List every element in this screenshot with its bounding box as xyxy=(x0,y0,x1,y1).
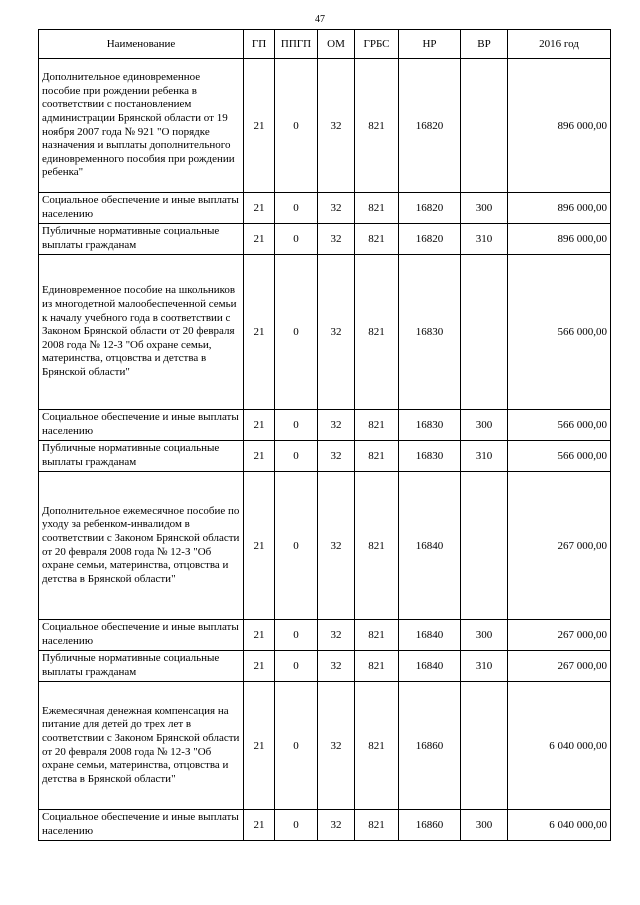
cell-name: Социальное обеспечение и иные выплаты населению xyxy=(39,620,244,651)
cell-nr: 16820 xyxy=(399,193,461,224)
cell-ppgp: 0 xyxy=(275,651,318,682)
cell-amount: 6 040 000,00 xyxy=(508,682,611,810)
cell-grbs: 821 xyxy=(355,59,399,193)
cell-nr: 16830 xyxy=(399,410,461,441)
table-row xyxy=(39,472,611,620)
cell-om: 32 xyxy=(318,651,355,682)
cell-vr: 300 xyxy=(461,620,508,651)
header-grbs: ГРБС xyxy=(355,30,399,59)
header-ppgp: ППГП xyxy=(275,30,318,59)
table-row xyxy=(39,651,611,682)
cell-om: 32 xyxy=(318,682,355,810)
cell-gp: 21 xyxy=(244,224,275,255)
cell-om: 32 xyxy=(318,441,355,472)
header-amount-2016: 2016 год xyxy=(508,30,611,59)
table-row xyxy=(39,410,611,441)
cell-gp: 21 xyxy=(244,651,275,682)
cell-nr: 16830 xyxy=(399,441,461,472)
cell-amount: 896 000,00 xyxy=(508,59,611,193)
cell-om: 32 xyxy=(318,620,355,651)
cell-ppgp: 0 xyxy=(275,193,318,224)
cell-ppgp: 0 xyxy=(275,224,318,255)
cell-name: Социальное обеспечение и иные выплаты населению xyxy=(39,810,244,841)
cell-amount: 6 040 000,00 xyxy=(508,810,611,841)
cell-grbs: 821 xyxy=(355,193,399,224)
cell-grbs: 821 xyxy=(355,651,399,682)
cell-grbs: 821 xyxy=(355,620,399,651)
table-row xyxy=(39,59,611,193)
cell-nr: 16860 xyxy=(399,810,461,841)
cell-amount: 267 000,00 xyxy=(508,472,611,620)
cell-vr xyxy=(461,472,508,620)
cell-om: 32 xyxy=(318,472,355,620)
cell-gp: 21 xyxy=(244,472,275,620)
table-row xyxy=(39,224,611,255)
cell-gp: 21 xyxy=(244,620,275,651)
cell-grbs: 821 xyxy=(355,441,399,472)
page-number: 47 xyxy=(315,14,325,25)
cell-grbs: 821 xyxy=(355,472,399,620)
cell-grbs: 821 xyxy=(355,410,399,441)
header-nr: НР xyxy=(399,30,461,59)
cell-vr xyxy=(461,682,508,810)
cell-vr: 310 xyxy=(461,441,508,472)
cell-nr: 16820 xyxy=(399,59,461,193)
cell-nr: 16820 xyxy=(399,224,461,255)
cell-ppgp: 0 xyxy=(275,682,318,810)
table-row xyxy=(39,441,611,472)
cell-amount: 566 000,00 xyxy=(508,255,611,410)
cell-name: Публичные нормативные социальные выплаты гражданам xyxy=(39,224,244,255)
header-name: Наименование xyxy=(39,30,244,59)
table-row xyxy=(39,810,611,841)
cell-gp: 21 xyxy=(244,255,275,410)
cell-ppgp: 0 xyxy=(275,255,318,410)
cell-amount: 267 000,00 xyxy=(508,651,611,682)
cell-name: Социальное обеспечение и иные выплаты населению xyxy=(39,410,244,441)
cell-name: Публичные нормативные социальные выплаты гражданам xyxy=(39,651,244,682)
cell-name: Ежемесячная денежная компенсация на питание для детей до трех лет в соответствии с Законом Брянской области от 20 февраля 2008 года № 12-З "Об охране семьи, материнства, отцовства и детства в Брянской области" xyxy=(39,682,244,810)
header-row xyxy=(39,30,611,59)
cell-om: 32 xyxy=(318,224,355,255)
cell-name: Единовременное пособие на школьников из многодетной малообеспеченной семьи к началу учебного года в соответствии с Законом Брянской области от 20 февраля 2008 года № 12-З "Об охране семьи, материнства, отцовства и детства в Брянской области" xyxy=(39,255,244,410)
cell-om: 32 xyxy=(318,410,355,441)
table-row xyxy=(39,193,611,224)
cell-name: Дополнительное единовременное пособие при рождении ребенка в соответствии с постановлением администрации Брянской области от 19 ноября 2007 года № 921 "О порядке назначения и выплаты дополнительного единовременного пособия при рождении ребенка" xyxy=(39,59,244,193)
cell-ppgp: 0 xyxy=(275,810,318,841)
cell-amount: 566 000,00 xyxy=(508,441,611,472)
cell-om: 32 xyxy=(318,193,355,224)
cell-nr: 16840 xyxy=(399,651,461,682)
cell-vr: 300 xyxy=(461,193,508,224)
cell-vr: 310 xyxy=(461,651,508,682)
header-gp: ГП xyxy=(244,30,275,59)
cell-amount: 566 000,00 xyxy=(508,410,611,441)
cell-ppgp: 0 xyxy=(275,59,318,193)
cell-ppgp: 0 xyxy=(275,620,318,651)
cell-vr xyxy=(461,255,508,410)
cell-nr: 16840 xyxy=(399,472,461,620)
cell-grbs: 821 xyxy=(355,682,399,810)
table-body xyxy=(39,59,611,841)
cell-grbs: 821 xyxy=(355,810,399,841)
cell-gp: 21 xyxy=(244,59,275,193)
cell-gp: 21 xyxy=(244,193,275,224)
cell-gp: 21 xyxy=(244,810,275,841)
cell-name: Социальное обеспечение и иные выплаты населению xyxy=(39,193,244,224)
cell-name: Дополнительное ежемесячное пособие по уходу за ребенком-инвалидом в соответствии с Законом Брянской области от 20 февраля 2008 года № 12-З "Об охране семьи, материнства, отцовства и детства в Брянской области" xyxy=(39,472,244,620)
table-row xyxy=(39,620,611,651)
cell-ppgp: 0 xyxy=(275,410,318,441)
cell-gp: 21 xyxy=(244,682,275,810)
cell-om: 32 xyxy=(318,255,355,410)
cell-vr: 310 xyxy=(461,224,508,255)
table-row xyxy=(39,255,611,410)
cell-ppgp: 0 xyxy=(275,441,318,472)
cell-gp: 21 xyxy=(244,410,275,441)
cell-name: Публичные нормативные социальные выплаты гражданам xyxy=(39,441,244,472)
cell-vr: 300 xyxy=(461,810,508,841)
cell-ppgp: 0 xyxy=(275,472,318,620)
cell-vr: 300 xyxy=(461,410,508,441)
cell-vr xyxy=(461,59,508,193)
cell-nr: 16840 xyxy=(399,620,461,651)
cell-grbs: 821 xyxy=(355,255,399,410)
cell-om: 32 xyxy=(318,59,355,193)
table-row xyxy=(39,682,611,810)
cell-nr: 16830 xyxy=(399,255,461,410)
cell-gp: 21 xyxy=(244,441,275,472)
cell-amount: 896 000,00 xyxy=(508,193,611,224)
cell-amount: 267 000,00 xyxy=(508,620,611,651)
cell-amount: 896 000,00 xyxy=(508,224,611,255)
cell-grbs: 821 xyxy=(355,224,399,255)
cell-om: 32 xyxy=(318,810,355,841)
header-om: ОМ xyxy=(318,30,355,59)
budget-table xyxy=(38,29,611,841)
header-vr: ВР xyxy=(461,30,508,59)
cell-nr: 16860 xyxy=(399,682,461,810)
